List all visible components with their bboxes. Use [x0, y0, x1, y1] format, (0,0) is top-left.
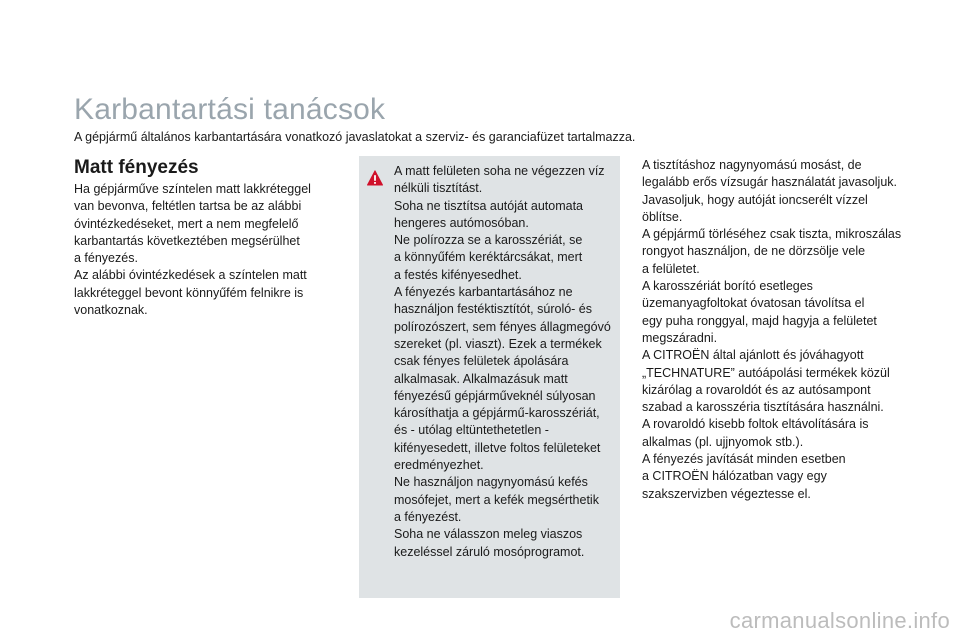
- text-line: vonatkoznak.: [74, 303, 148, 318]
- text-line: üzemanyagfoltokat óvatosan távolítsa el: [642, 296, 865, 311]
- text-line: Ne polírozza se a karosszériát, se: [394, 233, 583, 248]
- text-line: A fényezés javítását minden esetben: [642, 452, 846, 467]
- text-line: kizárólag a rovaroldót és az autósampont: [642, 382, 871, 397]
- page-title: Karbantartási tanácsok: [74, 93, 386, 126]
- text-line: kezeléssel záruló mosóprogramot.: [394, 544, 585, 559]
- text-line: és - utólag eltüntethetetlen -: [394, 423, 549, 438]
- text-line: Az alábbi óvintézkedések a színtelen matt: [74, 268, 307, 283]
- text-line: karbantartás következtében megsérülhet: [74, 233, 300, 248]
- text-line: A gépjármű törléséhez csak tiszta, mikroszálas: [642, 227, 902, 242]
- text-line: Soha ne válasszon meleg viaszos: [394, 527, 583, 542]
- text-line: a felületet.: [642, 261, 700, 276]
- text-line: a CITROËN hálózatban vagy egy: [642, 469, 827, 484]
- text-line: a festés kifényesedhet.: [394, 267, 522, 282]
- text-line: a fényezés.: [74, 251, 138, 266]
- text-line: csak fényes felületek ápolására: [394, 354, 569, 369]
- text-line: hengeres autómosóban.: [394, 215, 529, 230]
- text-line: eredményezhet.: [394, 458, 484, 473]
- exclamation-bar: [374, 175, 376, 181]
- text-line: kifényesedett, illetve foltos felületeket: [394, 440, 601, 455]
- text-line: alkalmasak. Alkalmazásuk matt: [394, 371, 568, 386]
- text-line: A matt felületen soha ne végezzen víz: [394, 164, 605, 178]
- watermark: carmanualsonline.info: [729, 608, 950, 633]
- text-line: Soha ne tisztítsa autóját automata: [394, 198, 584, 213]
- text-line: öblítse.: [642, 209, 683, 224]
- intro-text: [74, 181, 324, 319]
- text-line: lakkréteggel bevont könnyűfém felnikre is: [74, 285, 304, 300]
- text-line: legalább erős vízsugár használatát javasoljuk.: [642, 175, 898, 190]
- text-line: károsíthatja a gépjármű-karosszériát,: [394, 406, 600, 421]
- text-line: Ha gépjárműve színtelen matt lakkréteggel: [74, 182, 311, 196]
- text-line: egy puha ronggyal, majd hagyja a felületet: [642, 313, 877, 328]
- section-heading: Matt fényezés: [74, 157, 199, 178]
- text-line: mosófejet, mert a kefék megsérthetik: [394, 492, 599, 507]
- text-line: rongyot használjon, de ne dörzsölje vele: [642, 244, 866, 259]
- text-line: Ne használjon nagynyomású kefés: [394, 475, 588, 490]
- text-line: A fényezés karbantartásához ne: [394, 285, 573, 300]
- warning-exclamation-icon: [367, 170, 383, 186]
- text-line: szakszervizben végeztesse el.: [642, 486, 811, 501]
- text-line: szereket (pl. viaszt). Ezek a termékek: [394, 336, 602, 351]
- cleaning-advice-text: [642, 157, 912, 503]
- exclamation-dot: [374, 182, 376, 184]
- page-subtitle: A gépjármű általános karbantartására vonatkozó javaslatokat a szerviz- és garanciafüzet tartalmazza.: [74, 130, 636, 144]
- text-line: megszáradni.: [642, 330, 718, 345]
- text-line: a fényezést.: [394, 509, 462, 524]
- text-line: szabad a karosszéria tisztítására használni.: [642, 400, 884, 415]
- text-line: polírozószert, sem fényes állagmegóvó: [394, 319, 611, 334]
- warning-text: [394, 163, 614, 561]
- text-line: A tisztításhoz nagynyomású mosást, de: [642, 158, 862, 172]
- text-line: alkalmas (pl. ujjnyomok stb.).: [642, 434, 804, 449]
- text-line: használjon festéktisztítót, súroló- és: [394, 302, 593, 317]
- text-line: fényezésű gépjárműveknél súlyosan: [394, 388, 596, 403]
- text-line: A rovaroldó kisebb foltok eltávolítására is: [642, 417, 869, 432]
- text-line: A karosszériát borító esetleges: [642, 279, 813, 294]
- text-line: „TECHNATURE” autóápolási termékek közül: [642, 365, 890, 380]
- text-line: nélküli tisztítást.: [394, 181, 483, 196]
- text-line: Javasoljuk, hogy autóját ioncserélt vízzel: [642, 192, 868, 207]
- text-line: a könnyűfém keréktárcsákat, mert: [394, 250, 583, 265]
- text-line: van bevonva, feltétlen tartsa be az alábbi: [74, 199, 302, 214]
- text-line: óvintézkedéseket, mert a nem megfelelő: [74, 216, 299, 231]
- text-line: A CITROËN által ajánlott és jóváhagyott: [642, 348, 864, 363]
